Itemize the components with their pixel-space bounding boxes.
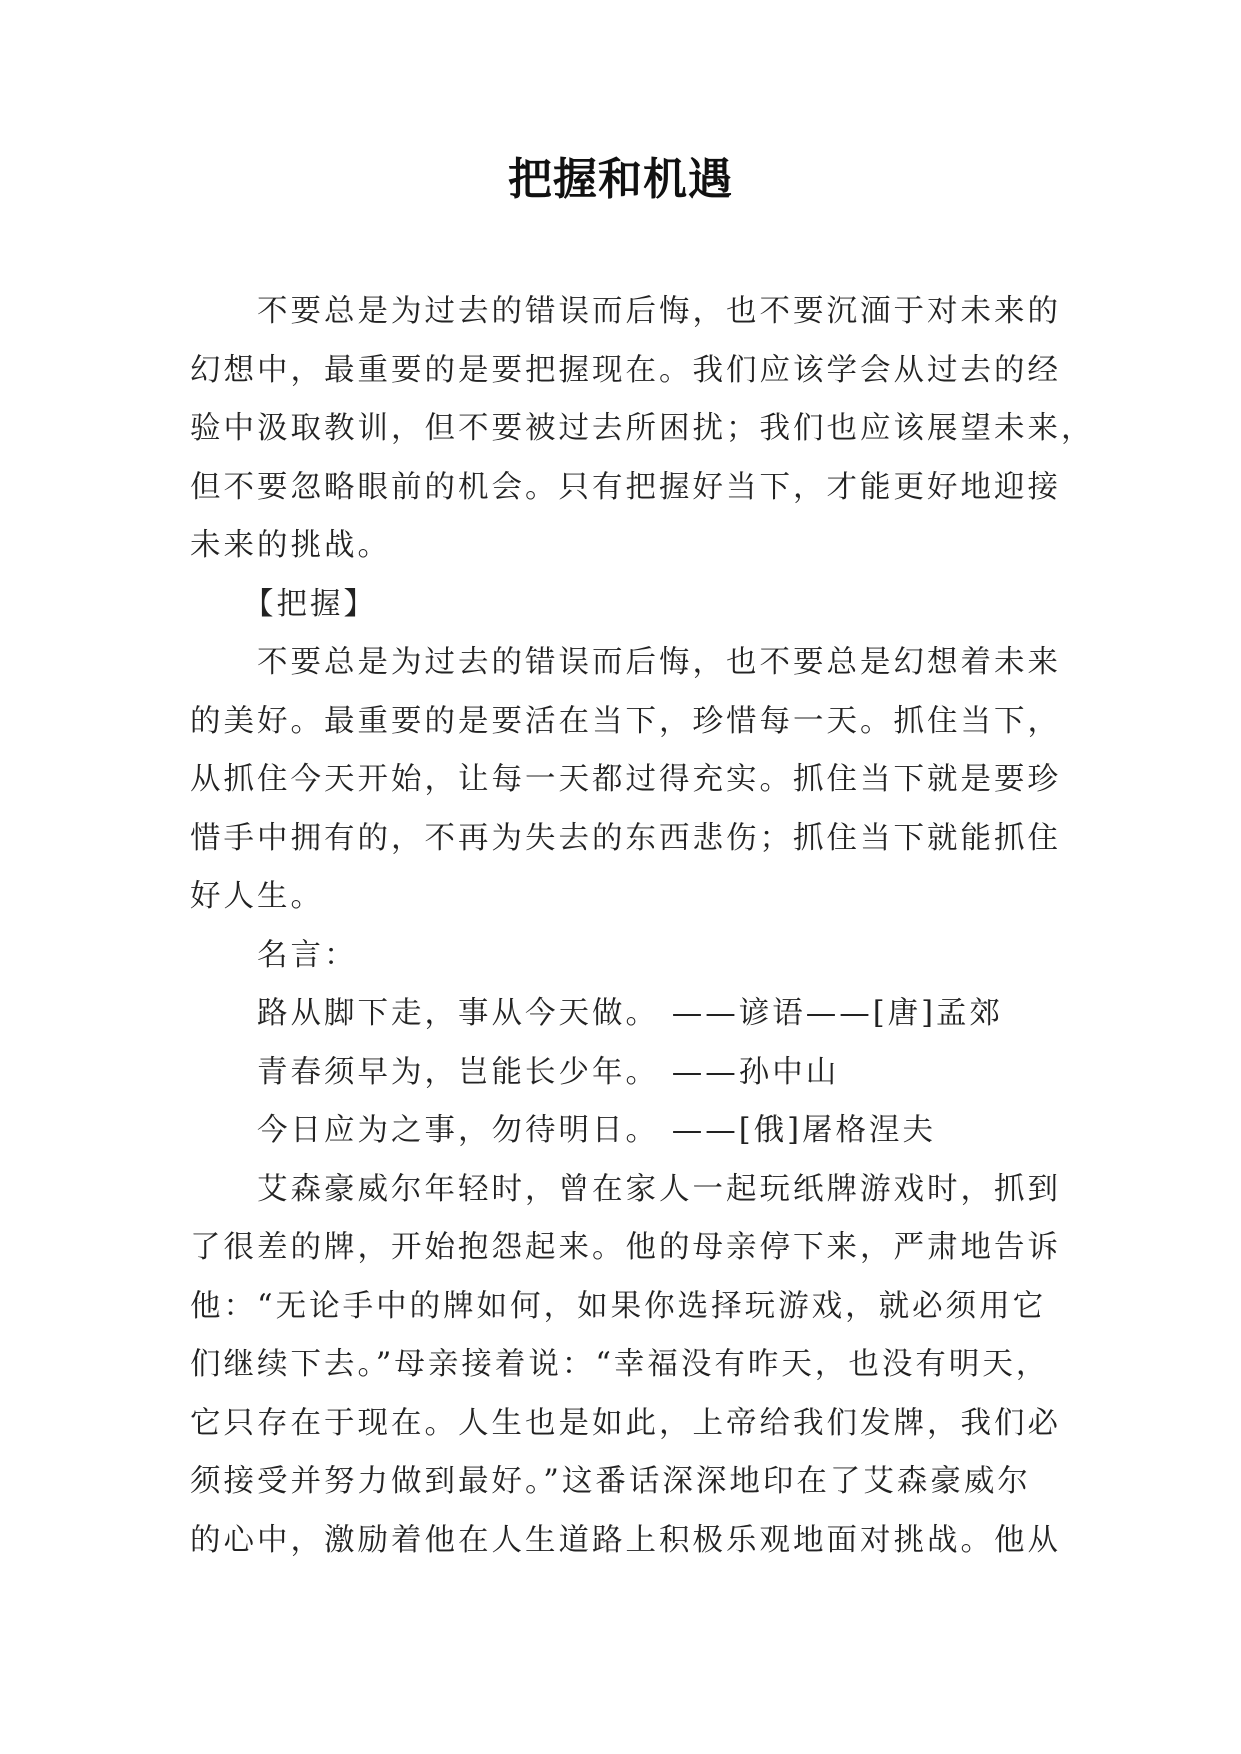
text-line: 从抓住今天开始，让每一天都过得充实。抓住当下就是要珍	[190, 762, 1061, 797]
quote-item	[190, 1044, 1056, 1103]
text-line: 验中汲取教训，但不要被过去所困扰；我们也应该展望未来，	[190, 411, 1095, 446]
text-line: 不要总是为过去的错误而后悔，也不要总是幻想着未来	[257, 645, 1061, 680]
text-line: 名言：	[257, 937, 358, 973]
text-line: 艾森豪威尔年轻时，曾在家人一起玩纸牌游戏时，抓到	[257, 1171, 1061, 1207]
text-line: 们继续下去。”母亲接着说：“幸福没有昨天，也没有明天，	[190, 1347, 1050, 1382]
text-line: 好人生。	[190, 879, 324, 914]
text-line: 它只存在于现在。人生也是如此，上帝给我们发牌，我们必	[190, 1405, 1061, 1441]
section-heading	[190, 576, 1056, 635]
text-line: 【把握】	[243, 586, 377, 622]
document-title: 把握和机遇	[508, 154, 733, 205]
text-line: 须接受并努力做到最好。”这番话深深地印在了艾森豪威尔	[190, 1464, 1031, 1499]
quote-item	[190, 1102, 1056, 1161]
quotes-label	[190, 927, 1056, 986]
quote-item	[190, 985, 1056, 1044]
text-line: 了很差的牌，开始抱怨起来。他的母亲停下来，严肃地告诉	[190, 1230, 1061, 1265]
paragraph-story	[190, 1161, 1061, 1571]
document-body	[190, 283, 1095, 1570]
text-line: 的心中，激励着他在人生道路上积极乐观地面对挑战。他从	[190, 1522, 1061, 1558]
text-line: 未来的挑战。	[190, 528, 391, 563]
paragraph-grasp	[190, 634, 1061, 927]
paragraph-intro	[190, 283, 1095, 576]
text-line: 但不要忽略眼前的机会。只有把握好当下，才能更好地迎接	[190, 469, 1061, 505]
text-line: 他：“无论手中的牌如何，如果你选择玩游戏，就必须用它	[190, 1288, 1047, 1324]
text-line: 路从脚下走，事从今天做。 ——谚语——[唐]孟郊	[257, 996, 1003, 1031]
text-line: 不要总是为过去的错误而后悔，也不要沉湎于对未来的	[257, 294, 1061, 329]
text-line: 幻想中，最重要的是要把握现在。我们应该学会从过去的经	[190, 352, 1061, 388]
text-line: 惜手中拥有的，不再为失去的东西悲伤；抓住当下就能抓住	[190, 820, 1061, 856]
text-line: 今日应为之事，勿待明日。 ——[俄]屠格涅夫	[257, 1113, 936, 1148]
text-line: 的美好。最重要的是要活在当下，珍惜每一天。抓住当下，	[190, 703, 1061, 739]
text-line: 青春须早为，岂能长少年。 ——孙中山	[257, 1054, 840, 1090]
